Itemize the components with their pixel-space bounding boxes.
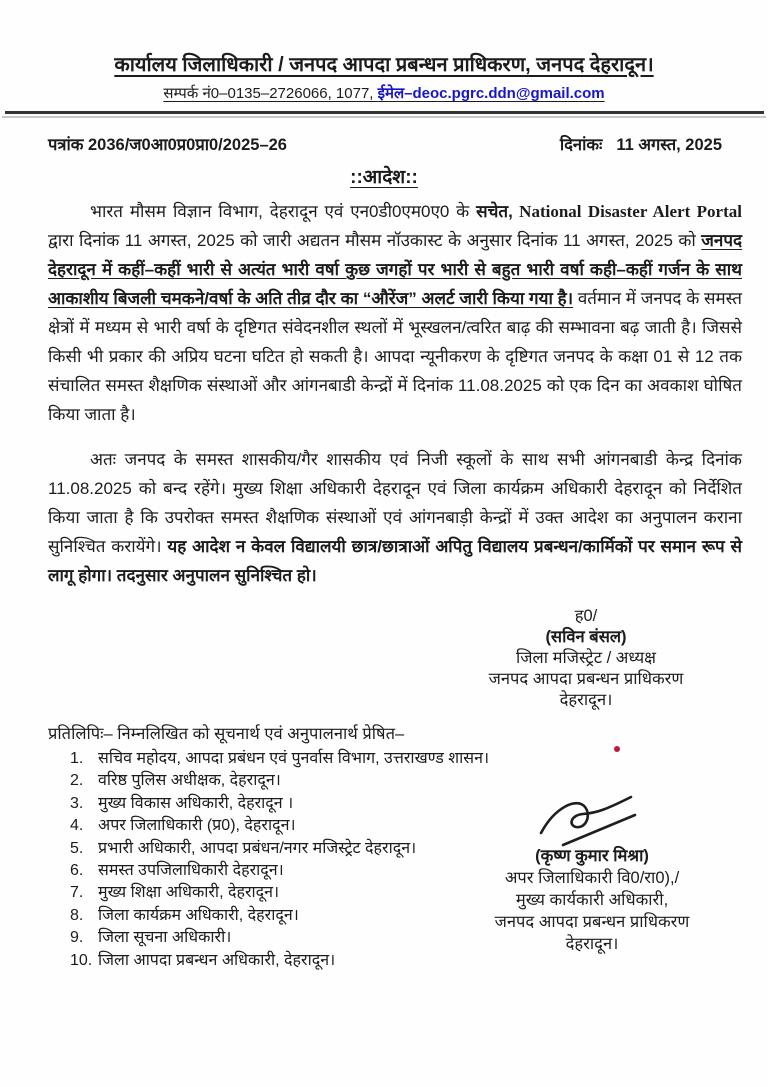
dm-name: (सविन बंसल) — [545, 628, 627, 646]
paragraph-closure-order — [48, 445, 742, 590]
letter-date — [560, 132, 722, 155]
para1-lead: भारत मौसम विज्ञान विभाग, देहरादून एवं एन0डी0एम0ए0 के — [90, 202, 477, 221]
para1-orange-alert-warning: जनपद देहरादून में कहीं–कहीं भारी से अत्यंत भारी वर्षा कुछ जगहों पर भारी से बहुत भारी वर्षा कही–कहीं गर्जन के साथ आकाशीय बिजली चमकने/वर्षा के अति तीव्र दौर का “औरेंज” अलर्ट जारी किया गया है। — [48, 231, 742, 308]
list-item: 10. जिला आपदा प्रबन्धन अधिकारी, देहरादून। — [70, 951, 336, 969]
divider-dark-line — [5, 111, 764, 114]
adm-name: (कृष्ण कुमार मिश्रा) — [535, 847, 649, 865]
letter-body — [0, 197, 768, 590]
paragraph-weather-order — [48, 197, 742, 429]
list-item: 2. वरिष्ठ पुलिस अधीक्षक, देहरादून। — [70, 772, 281, 790]
list-item: 4. अपर जिलाधिकारी (प्र0), देहरादून। — [70, 817, 296, 835]
red-ink-dot — [614, 746, 620, 752]
contact-email: ईमेल–deoc.pgrc.ddn@gmail.com — [377, 85, 605, 102]
list-item: 7. मुख्य शिक्षा अधिकारी, देहरादून। — [70, 884, 280, 902]
signature-block-dm — [456, 606, 716, 711]
date-value: 11 अगस्त, 2025 — [616, 136, 722, 154]
list-item: 5. प्रभारी अधिकारी, आपदा प्रबंधन/नगर मजिस्ट्रेट देहरादून। — [70, 839, 417, 857]
list-item: 6. समस्त उपजिलाधिकारी देहरादून। — [70, 862, 284, 880]
reference-row — [0, 118, 768, 155]
letter-number: पत्रांक 2036/ज0आ0प्र0प्रा0/2025–26 — [48, 136, 287, 154]
contact-phone: सम्पर्क नं0–0135–2726066, 1077, — [163, 85, 378, 102]
handwritten-signature — [535, 793, 650, 851]
adm-designation-3: जनपद आपदा प्रबन्धन प्राधिकरण — [494, 913, 690, 931]
signed-mark: ह0/ — [574, 607, 598, 625]
letterhead — [0, 0, 768, 103]
list-item: 1. सचिव महोदय, आपदा प्रबंधन एवं पुनर्वास विभाग, उत्तराखण्ड शासन। — [70, 750, 490, 767]
list-item: 9. जिला सूचना अधिकारी। — [70, 929, 232, 947]
para2-emphasis: यह आदेश न केवल विद्यालयी छात्र/छात्राओं अपितु विद्यालय प्रबन्धन/कार्मिकों पर समान रूप से लागू होगा। तदनुसार अनुपालन सुनिश्चित हो। — [48, 537, 742, 585]
dm-designation-1: जिला मजिस्ट्रेट / अध्यक्ष — [516, 649, 656, 667]
para1-alert-word: सचेत, — [476, 202, 513, 221]
adm-designation-2: मुख्य कार्यकारी अधिकारी, — [515, 891, 669, 909]
dm-designation-2: जनपद आपदा प्रबन्धन प्राधिकरण — [488, 670, 684, 688]
para1-portal-name: National Disaster Alert Portal — [512, 202, 742, 221]
para2-lead: अतः जनपद के समस्त शासकीय/गैर शासकीय एवं निजी स्कूलों के साथ सभी आंगनबाडी केन्द्र दिनांक 11.08.2025 को बन्द रहेंगे। मुख्य शिक्षा अधिकारी देहरादून एवं जिला कार्यक्रम अधिकारी देहरादून को निर्देशित किया जाता है कि उपरोक्त समस्त शैक्षणिक संस्थाओं एवं आंगनबाड़ी केन्द्रों में उक्त आदेश का अनुपालन कराना सुनिश्चित करायेंगे। — [48, 450, 742, 556]
adm-designation-4: देहरादून। — [565, 935, 619, 953]
para1-mid: द्वारा दिनांक 11 अगस्त, 2025 को जारी अद्यतन मौसम नॉउकास्ट के अनुसार दिनांक 11 अगस्त, 2025 को — [48, 231, 702, 250]
order-heading: ::आदेश:: — [350, 167, 418, 188]
header-divider — [0, 111, 768, 118]
adm-designation-1: अपर जिलाधिकारी वि0/रा0),/ — [504, 869, 680, 887]
distribution-heading: प्रतिलिपिः– निम्नलिखित को सूचनार्थ एवं अनुपालनार्थ प्रेषित– — [48, 725, 405, 743]
list-item: 8. जिला कार्यक्रम अधिकारी, देहरादून। — [70, 906, 299, 924]
office-title: कार्यालय जिलाधिकारी / जनपद आपदा प्रबन्धन प्राधिकरण, जनपद देहरादून। — [114, 54, 654, 76]
signature-block-adm — [462, 845, 722, 955]
para1-tail: वर्तमान में जनपद के समस्त क्षेत्रों में मध्यम से भारी वर्षा के दृष्टिगत संवेदनशील स्थलों में भूस्खलन/त्वरित बाढ़ की सम्भावना बढ़ जाती है। जिससे किसी भी प्रकार की अप्रिय घटना घटित हो सकती है। आपदा न्यूनीकरण के दृष्टिगत जनपद के कक्षा 01 से 12 तक संचालित समस्त शैक्षणिक संस्थाओं और आंगनबाडी केन्द्रों में दिनांक 11.08.2025 को एक दिन का अवकाश घोषित किया जाता है। — [48, 289, 742, 424]
dm-designation-3: देहरादून। — [559, 691, 613, 709]
contact-line — [0, 83, 768, 103]
list-item: 3. मुख्य विकास अधिकारी, देहरादून । — [70, 794, 294, 812]
date-label: दिनांकः — [559, 136, 603, 154]
